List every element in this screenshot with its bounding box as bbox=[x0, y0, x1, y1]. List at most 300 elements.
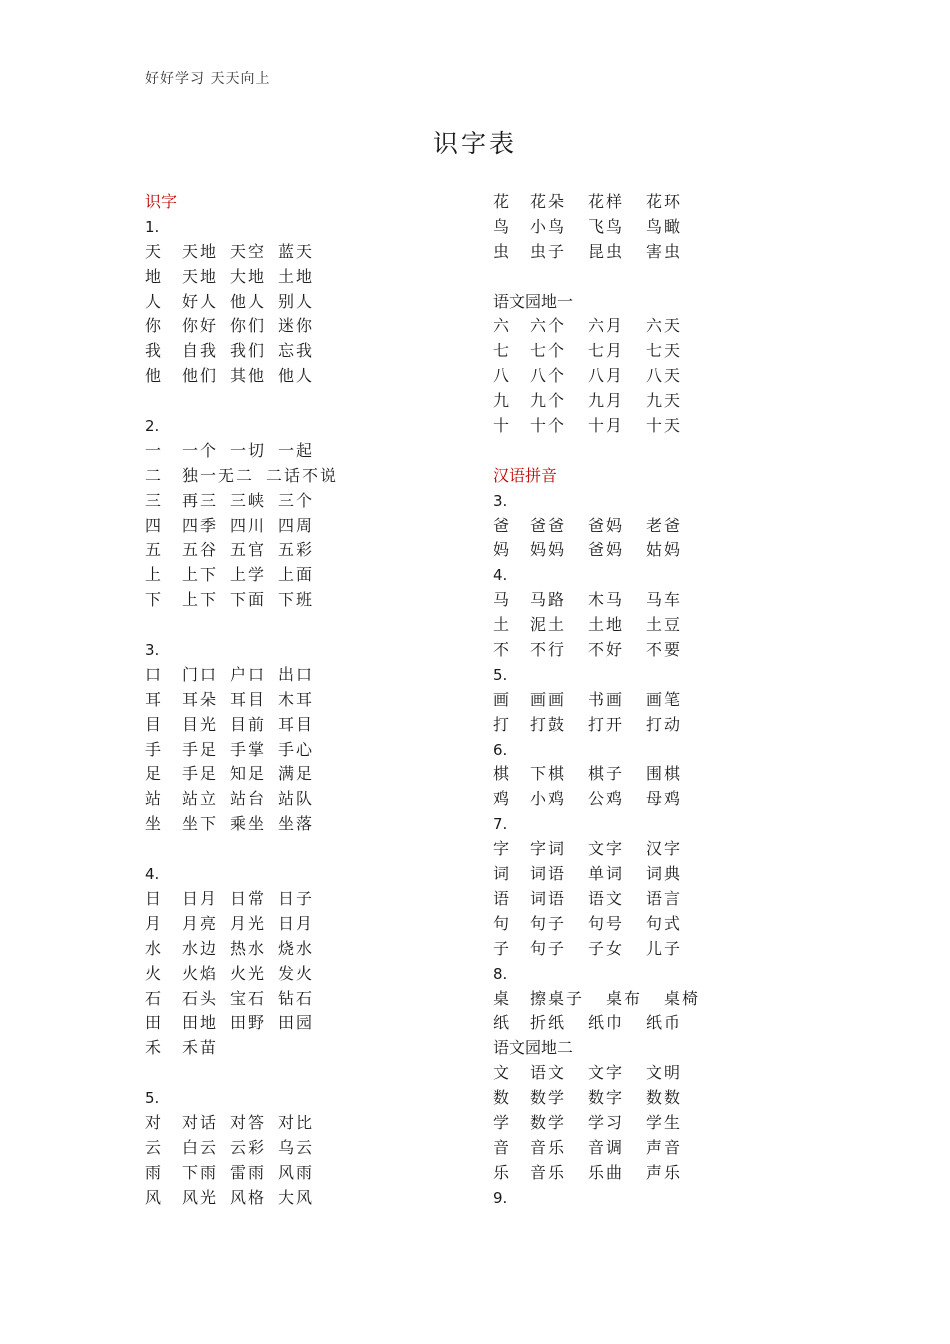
vocab-word: 八个 bbox=[530, 366, 567, 386]
vocab-word: 他们 bbox=[182, 366, 219, 386]
vocab-row bbox=[145, 364, 475, 389]
vocab-word: 四周 bbox=[278, 515, 315, 535]
vocab-character: 雨 bbox=[145, 1162, 162, 1182]
vocab-row bbox=[493, 787, 823, 812]
vocab-word: 乘坐 bbox=[230, 814, 267, 834]
vocab-character: 耳 bbox=[145, 689, 162, 709]
vocab-word: 一起 bbox=[278, 440, 315, 460]
vocab-character: 画 bbox=[493, 689, 510, 709]
vocab-row bbox=[145, 265, 475, 290]
vocab-word: 天空 bbox=[230, 241, 267, 261]
vocab-word: 上面 bbox=[278, 565, 315, 585]
vocab-row bbox=[145, 812, 475, 837]
vocab-word: 围棋 bbox=[646, 764, 683, 784]
vocab-character: 石 bbox=[145, 988, 162, 1008]
vocab-character: 七 bbox=[493, 341, 510, 361]
vocab-character: 棋 bbox=[493, 764, 510, 784]
vocab-row bbox=[145, 439, 475, 464]
vocab-word: 花环 bbox=[646, 192, 683, 211]
blank-line bbox=[145, 389, 475, 414]
vocab-word: 风格 bbox=[230, 1187, 267, 1207]
vocab-row bbox=[493, 339, 823, 364]
vocab-word: 对话 bbox=[182, 1112, 219, 1132]
vocab-word: 手足 bbox=[182, 764, 219, 784]
vocab-character: 对 bbox=[145, 1112, 162, 1132]
vocab-word: 热水 bbox=[230, 938, 267, 958]
vocab-word: 土地 bbox=[588, 615, 625, 635]
vocab-word: 手掌 bbox=[230, 739, 267, 759]
lesson-number: 3. bbox=[145, 641, 160, 660]
vocab-word: 不要 bbox=[646, 640, 683, 660]
vocab-word: 一切 bbox=[230, 440, 267, 460]
vocab-word: 单词 bbox=[588, 864, 625, 884]
vocab-word: 老爸 bbox=[646, 515, 683, 535]
vocab-word: 上下 bbox=[182, 565, 219, 585]
vocab-word: 六月 bbox=[588, 316, 625, 336]
vocab-word: 语文 bbox=[530, 1063, 567, 1083]
vocab-word: 花样 bbox=[588, 192, 625, 211]
vocab-row bbox=[493, 862, 823, 887]
vocab-character: 打 bbox=[493, 714, 510, 734]
vocab-word: 火焰 bbox=[182, 963, 219, 983]
vocab-word: 爸妈 bbox=[588, 540, 625, 560]
vocab-word: 三峡 bbox=[230, 490, 267, 510]
vocab-word: 坐落 bbox=[278, 814, 315, 834]
vocab-character: 乐 bbox=[493, 1162, 510, 1182]
vocab-row bbox=[145, 1186, 475, 1211]
vocab-word: 满足 bbox=[278, 764, 315, 784]
vocab-word: 白云 bbox=[182, 1137, 219, 1157]
vocab-character: 水 bbox=[145, 938, 162, 958]
vocab-row bbox=[145, 314, 475, 339]
vocab-word: 九天 bbox=[646, 391, 683, 411]
vocab-word: 天地 bbox=[182, 266, 219, 286]
vocab-row bbox=[493, 240, 823, 265]
vocab-word: 田野 bbox=[230, 1013, 267, 1033]
vocab-word: 四川 bbox=[230, 515, 267, 535]
vocab-word: 乌云 bbox=[278, 1137, 315, 1157]
vocab-row bbox=[145, 1036, 475, 1061]
vocab-character: 爸 bbox=[493, 515, 510, 535]
vocab-character: 火 bbox=[145, 963, 162, 983]
vocab-word: 词典 bbox=[646, 864, 683, 884]
vocab-character: 句 bbox=[493, 913, 510, 933]
vocab-word: 好人 bbox=[182, 291, 219, 311]
vocab-character: 地 bbox=[145, 266, 162, 286]
section-title: 语文园地二 bbox=[493, 1038, 574, 1058]
vocab-word: 土地 bbox=[278, 266, 315, 286]
vocab-row bbox=[145, 339, 475, 364]
page-header: 好好学习 天天向上 bbox=[145, 71, 271, 87]
vocab-character: 数 bbox=[493, 1088, 510, 1108]
vocab-row bbox=[145, 962, 475, 987]
vocab-row bbox=[493, 1136, 823, 1161]
vocab-word: 别人 bbox=[278, 291, 315, 311]
vocab-character: 语 bbox=[493, 888, 510, 908]
vocab-word: 数学 bbox=[530, 1112, 567, 1132]
vocab-row bbox=[493, 987, 823, 1012]
vocab-row bbox=[493, 762, 823, 787]
vocab-character: 马 bbox=[493, 590, 510, 610]
vocab-word: 纸巾 bbox=[588, 1013, 625, 1033]
vocab-word: 宝石 bbox=[230, 988, 267, 1008]
vocab-word: 不好 bbox=[588, 640, 625, 660]
vocab-word: 文字 bbox=[588, 1063, 625, 1083]
vocab-word: 出口 bbox=[278, 664, 315, 684]
vocab-character: 人 bbox=[145, 291, 162, 311]
vocab-word: 迷你 bbox=[278, 316, 315, 336]
vocab-row bbox=[493, 389, 823, 414]
vocab-word: 日常 bbox=[230, 888, 267, 908]
vocab-word: 打鼓 bbox=[530, 714, 567, 734]
vocab-word: 字词 bbox=[530, 839, 567, 859]
vocab-character: 二 bbox=[145, 465, 162, 485]
vocab-character: 鸡 bbox=[493, 789, 510, 809]
vocab-character: 妈 bbox=[493, 540, 510, 560]
section-title: 语文园地一 bbox=[493, 291, 574, 311]
vocab-word: 风光 bbox=[182, 1187, 219, 1207]
vocab-character: 土 bbox=[493, 615, 510, 635]
vocab-word: 害虫 bbox=[646, 241, 683, 261]
vocab-character: 十 bbox=[493, 416, 510, 436]
vocab-word: 公鸡 bbox=[588, 789, 625, 809]
vocab-word: 句号 bbox=[588, 913, 625, 933]
vocab-word: 数学 bbox=[530, 1088, 567, 1108]
vocab-word: 耳朵 bbox=[182, 689, 219, 709]
lesson-number: 8. bbox=[493, 964, 508, 983]
vocab-row bbox=[493, 1161, 823, 1186]
vocab-row bbox=[145, 1111, 475, 1136]
blank-line bbox=[493, 439, 823, 464]
vocab-word: 妈妈 bbox=[530, 540, 567, 560]
vocab-word: 上学 bbox=[230, 565, 267, 585]
vocab-word: 雷雨 bbox=[230, 1162, 267, 1182]
vocab-character: 字 bbox=[493, 839, 510, 859]
vocab-word: 户口 bbox=[230, 664, 267, 684]
vocab-word: 马路 bbox=[530, 590, 567, 610]
lesson-number: 2. bbox=[145, 417, 160, 436]
vocab-word: 八天 bbox=[646, 366, 683, 386]
vocab-word: 四季 bbox=[182, 515, 219, 535]
vocab-character: 纸 bbox=[493, 1013, 510, 1033]
vocab-word: 句子 bbox=[530, 913, 567, 933]
vocab-word: 站立 bbox=[182, 789, 219, 809]
vocab-character: 九 bbox=[493, 391, 510, 411]
vocab-row bbox=[145, 937, 475, 962]
vocab-word: 下棋 bbox=[530, 764, 567, 784]
blank-line bbox=[145, 1061, 475, 1086]
section-heading: 识字 bbox=[145, 192, 178, 211]
vocab-character: 日 bbox=[145, 888, 162, 908]
vocab-word: 天地 bbox=[182, 241, 219, 261]
blank-line bbox=[145, 613, 475, 638]
vocab-word: 五谷 bbox=[182, 540, 219, 560]
vocab-character: 四 bbox=[145, 515, 162, 535]
vocab-row bbox=[493, 912, 823, 937]
vocab-word: 数字 bbox=[588, 1088, 625, 1108]
vocab-word: 书画 bbox=[588, 689, 625, 709]
vocab-word: 田地 bbox=[182, 1013, 219, 1033]
vocab-word: 站台 bbox=[230, 789, 267, 809]
vocab-word: 爸爸 bbox=[530, 515, 567, 535]
lesson-number: 7. bbox=[493, 815, 508, 834]
vocab-word: 不行 bbox=[530, 640, 567, 660]
vocab-word: 音乐 bbox=[530, 1162, 567, 1182]
vocab-word: 鸟瞰 bbox=[646, 216, 683, 236]
vocab-word: 他人 bbox=[278, 366, 315, 386]
vocab-character: 坐 bbox=[145, 814, 162, 834]
vocab-word: 田园 bbox=[278, 1013, 315, 1033]
vocab-row bbox=[145, 1136, 475, 1161]
vocab-word: 六天 bbox=[646, 316, 683, 336]
vocab-word: 大地 bbox=[230, 266, 267, 286]
vocab-character: 鸟 bbox=[493, 216, 510, 236]
vocab-character: 学 bbox=[493, 1112, 510, 1132]
vocab-word: 画画 bbox=[530, 689, 567, 709]
vocab-row bbox=[145, 987, 475, 1012]
vocab-character: 禾 bbox=[145, 1038, 162, 1058]
vocab-word: 马车 bbox=[646, 590, 683, 610]
lesson-number: 5. bbox=[145, 1089, 160, 1108]
vocab-word: 大风 bbox=[278, 1187, 315, 1207]
vocab-word: 十天 bbox=[646, 416, 683, 436]
lesson-number: 4. bbox=[493, 566, 508, 585]
vocab-word: 母鸡 bbox=[646, 789, 683, 809]
vocab-character: 口 bbox=[145, 664, 162, 684]
vocab-word: 耳目 bbox=[230, 689, 267, 709]
vocab-row bbox=[145, 538, 475, 563]
vocab-word: 二话不说 bbox=[266, 465, 339, 485]
vocab-word: 蓝天 bbox=[278, 241, 315, 261]
vocab-word: 日子 bbox=[278, 888, 315, 908]
vocab-word: 声乐 bbox=[646, 1162, 683, 1182]
blank-line bbox=[493, 265, 823, 290]
lesson-number: 9. bbox=[493, 1188, 508, 1207]
vocab-word: 对答 bbox=[230, 1112, 267, 1132]
vocab-word: 文字 bbox=[588, 839, 625, 859]
blank-line bbox=[145, 837, 475, 862]
vocab-character: 三 bbox=[145, 490, 162, 510]
vocab-character: 他 bbox=[145, 366, 162, 386]
vocab-word: 一个 bbox=[182, 440, 219, 460]
vocab-word: 日月 bbox=[278, 913, 315, 933]
vocab-character: 桌 bbox=[493, 988, 510, 1008]
vocab-word: 忘我 bbox=[278, 341, 315, 361]
vocab-row bbox=[493, 638, 823, 663]
vocab-row bbox=[145, 688, 475, 713]
vocab-character: 风 bbox=[145, 1187, 162, 1207]
vocab-word: 钻石 bbox=[278, 988, 315, 1008]
left-column bbox=[145, 190, 475, 1211]
vocab-row bbox=[493, 613, 823, 638]
vocab-word: 木耳 bbox=[278, 689, 315, 709]
vocab-row bbox=[493, 215, 823, 240]
vocab-word: 七个 bbox=[530, 341, 567, 361]
vocab-word: 六个 bbox=[530, 316, 567, 336]
vocab-word: 我们 bbox=[230, 341, 267, 361]
vocab-word: 木马 bbox=[588, 590, 625, 610]
vocab-word: 句子 bbox=[530, 938, 567, 958]
vocab-row bbox=[493, 364, 823, 389]
vocab-word: 九个 bbox=[530, 391, 567, 411]
vocab-character: 八 bbox=[493, 366, 510, 386]
vocab-word: 目光 bbox=[182, 714, 219, 734]
vocab-word: 九月 bbox=[588, 391, 625, 411]
vocab-word: 花朵 bbox=[530, 192, 567, 211]
vocab-word: 上下 bbox=[182, 590, 219, 610]
vocab-character: 六 bbox=[493, 316, 510, 336]
vocab-character: 你 bbox=[145, 316, 162, 336]
vocab-word: 月光 bbox=[230, 913, 267, 933]
vocab-word: 昆虫 bbox=[588, 241, 625, 261]
vocab-word: 再三 bbox=[182, 490, 219, 510]
vocab-row bbox=[145, 464, 475, 489]
vocab-word: 下班 bbox=[278, 590, 315, 610]
vocab-row bbox=[145, 713, 475, 738]
vocab-word: 小鸡 bbox=[530, 789, 567, 809]
vocab-row bbox=[493, 314, 823, 339]
vocab-word: 五官 bbox=[230, 540, 267, 560]
vocab-character: 子 bbox=[493, 938, 510, 958]
vocab-word: 音调 bbox=[588, 1137, 625, 1157]
vocab-character: 上 bbox=[145, 565, 162, 585]
vocab-word: 月亮 bbox=[182, 913, 219, 933]
vocab-word: 七月 bbox=[588, 341, 625, 361]
vocab-word: 耳目 bbox=[278, 714, 315, 734]
vocab-row bbox=[493, 514, 823, 539]
vocab-row bbox=[145, 887, 475, 912]
vocab-word: 土豆 bbox=[646, 615, 683, 635]
vocab-row bbox=[145, 514, 475, 539]
vocab-word: 你好 bbox=[182, 316, 219, 336]
vocab-row bbox=[493, 414, 823, 439]
vocab-word: 棋子 bbox=[588, 764, 625, 784]
vocab-row bbox=[145, 912, 475, 937]
vocab-row bbox=[493, 1061, 823, 1086]
vocab-row bbox=[145, 240, 475, 265]
vocab-word: 手心 bbox=[278, 739, 315, 759]
vocab-word: 禾苗 bbox=[182, 1038, 219, 1058]
vocab-row bbox=[145, 738, 475, 763]
vocab-word: 词语 bbox=[530, 864, 567, 884]
vocab-word: 飞鸟 bbox=[588, 216, 625, 236]
vocab-word: 数数 bbox=[646, 1088, 683, 1108]
vocab-word: 你们 bbox=[230, 316, 267, 336]
vocab-word: 自我 bbox=[182, 341, 219, 361]
lesson-number: 3. bbox=[493, 491, 508, 510]
vocab-character: 花 bbox=[493, 192, 510, 211]
vocab-character: 足 bbox=[145, 764, 162, 784]
vocab-row bbox=[493, 190, 823, 215]
vocab-word: 手足 bbox=[182, 739, 219, 759]
vocab-word: 风雨 bbox=[278, 1162, 315, 1182]
vocab-character: 音 bbox=[493, 1137, 510, 1157]
lesson-number: 1. bbox=[145, 217, 160, 236]
lesson-number: 6. bbox=[493, 740, 508, 759]
vocab-character: 一 bbox=[145, 440, 162, 460]
vocab-character: 田 bbox=[145, 1013, 162, 1033]
vocab-word: 语言 bbox=[646, 888, 683, 908]
vocab-word: 桌椅 bbox=[664, 988, 701, 1008]
vocab-word: 烧水 bbox=[278, 938, 315, 958]
lesson-number: 4. bbox=[145, 865, 160, 884]
vocab-word: 学生 bbox=[646, 1112, 683, 1132]
right-column bbox=[493, 190, 823, 1211]
vocab-word: 文明 bbox=[646, 1063, 683, 1083]
vocab-word: 折纸 bbox=[530, 1013, 567, 1033]
vocab-word: 三个 bbox=[278, 490, 315, 510]
vocab-word: 词语 bbox=[530, 888, 567, 908]
lesson-number: 5. bbox=[493, 665, 508, 684]
vocab-word: 虫子 bbox=[530, 241, 567, 261]
vocab-word: 水边 bbox=[182, 938, 219, 958]
vocab-word: 站队 bbox=[278, 789, 315, 809]
vocab-character: 文 bbox=[493, 1063, 510, 1083]
vocab-word: 他人 bbox=[230, 291, 267, 311]
section-heading: 汉语拼音 bbox=[493, 465, 558, 485]
vocab-word: 其他 bbox=[230, 366, 267, 386]
vocab-word: 擦桌子 bbox=[530, 988, 585, 1008]
vocab-word: 儿子 bbox=[646, 938, 683, 958]
vocab-row bbox=[145, 663, 475, 688]
vocab-row bbox=[493, 837, 823, 862]
vocab-row bbox=[145, 762, 475, 787]
vocab-word: 声音 bbox=[646, 1137, 683, 1157]
vocab-character: 站 bbox=[145, 789, 162, 809]
vocab-word: 十个 bbox=[530, 416, 567, 436]
vocab-word: 八月 bbox=[588, 366, 625, 386]
vocab-character: 五 bbox=[145, 540, 162, 560]
vocab-word: 小鸟 bbox=[530, 216, 567, 236]
vocab-word: 目前 bbox=[230, 714, 267, 734]
vocab-word: 坐下 bbox=[182, 814, 219, 834]
vocab-character: 手 bbox=[145, 739, 162, 759]
vocab-character: 目 bbox=[145, 714, 162, 734]
vocab-word: 乐曲 bbox=[588, 1162, 625, 1182]
vocab-word: 打开 bbox=[588, 714, 625, 734]
vocab-row bbox=[145, 1011, 475, 1036]
vocab-word: 日月 bbox=[182, 888, 219, 908]
vocab-row bbox=[493, 713, 823, 738]
vocab-word: 对比 bbox=[278, 1112, 315, 1132]
vocab-row bbox=[493, 887, 823, 912]
vocab-row bbox=[493, 1086, 823, 1111]
vocab-character: 不 bbox=[493, 640, 510, 660]
vocab-row bbox=[145, 1161, 475, 1186]
vocab-row bbox=[493, 588, 823, 613]
vocab-word: 下面 bbox=[230, 590, 267, 610]
vocab-word: 泥土 bbox=[530, 615, 567, 635]
vocab-row bbox=[493, 538, 823, 563]
vocab-row bbox=[145, 290, 475, 315]
vocab-word: 知足 bbox=[230, 764, 267, 784]
vocab-row bbox=[493, 937, 823, 962]
vocab-row bbox=[145, 563, 475, 588]
vocab-character: 云 bbox=[145, 1137, 162, 1157]
page-title: 识字表 bbox=[432, 129, 517, 158]
vocab-word: 爸妈 bbox=[588, 515, 625, 535]
vocab-word: 石头 bbox=[182, 988, 219, 1008]
vocab-character: 词 bbox=[493, 864, 510, 884]
vocab-word: 五彩 bbox=[278, 540, 315, 560]
vocab-word: 语文 bbox=[588, 888, 625, 908]
vocab-word: 子女 bbox=[588, 938, 625, 958]
vocab-word: 打动 bbox=[646, 714, 683, 734]
vocab-word: 桌布 bbox=[606, 988, 643, 1008]
vocab-row bbox=[493, 1011, 823, 1036]
vocab-character: 下 bbox=[145, 590, 162, 610]
vocab-word: 下雨 bbox=[182, 1162, 219, 1182]
